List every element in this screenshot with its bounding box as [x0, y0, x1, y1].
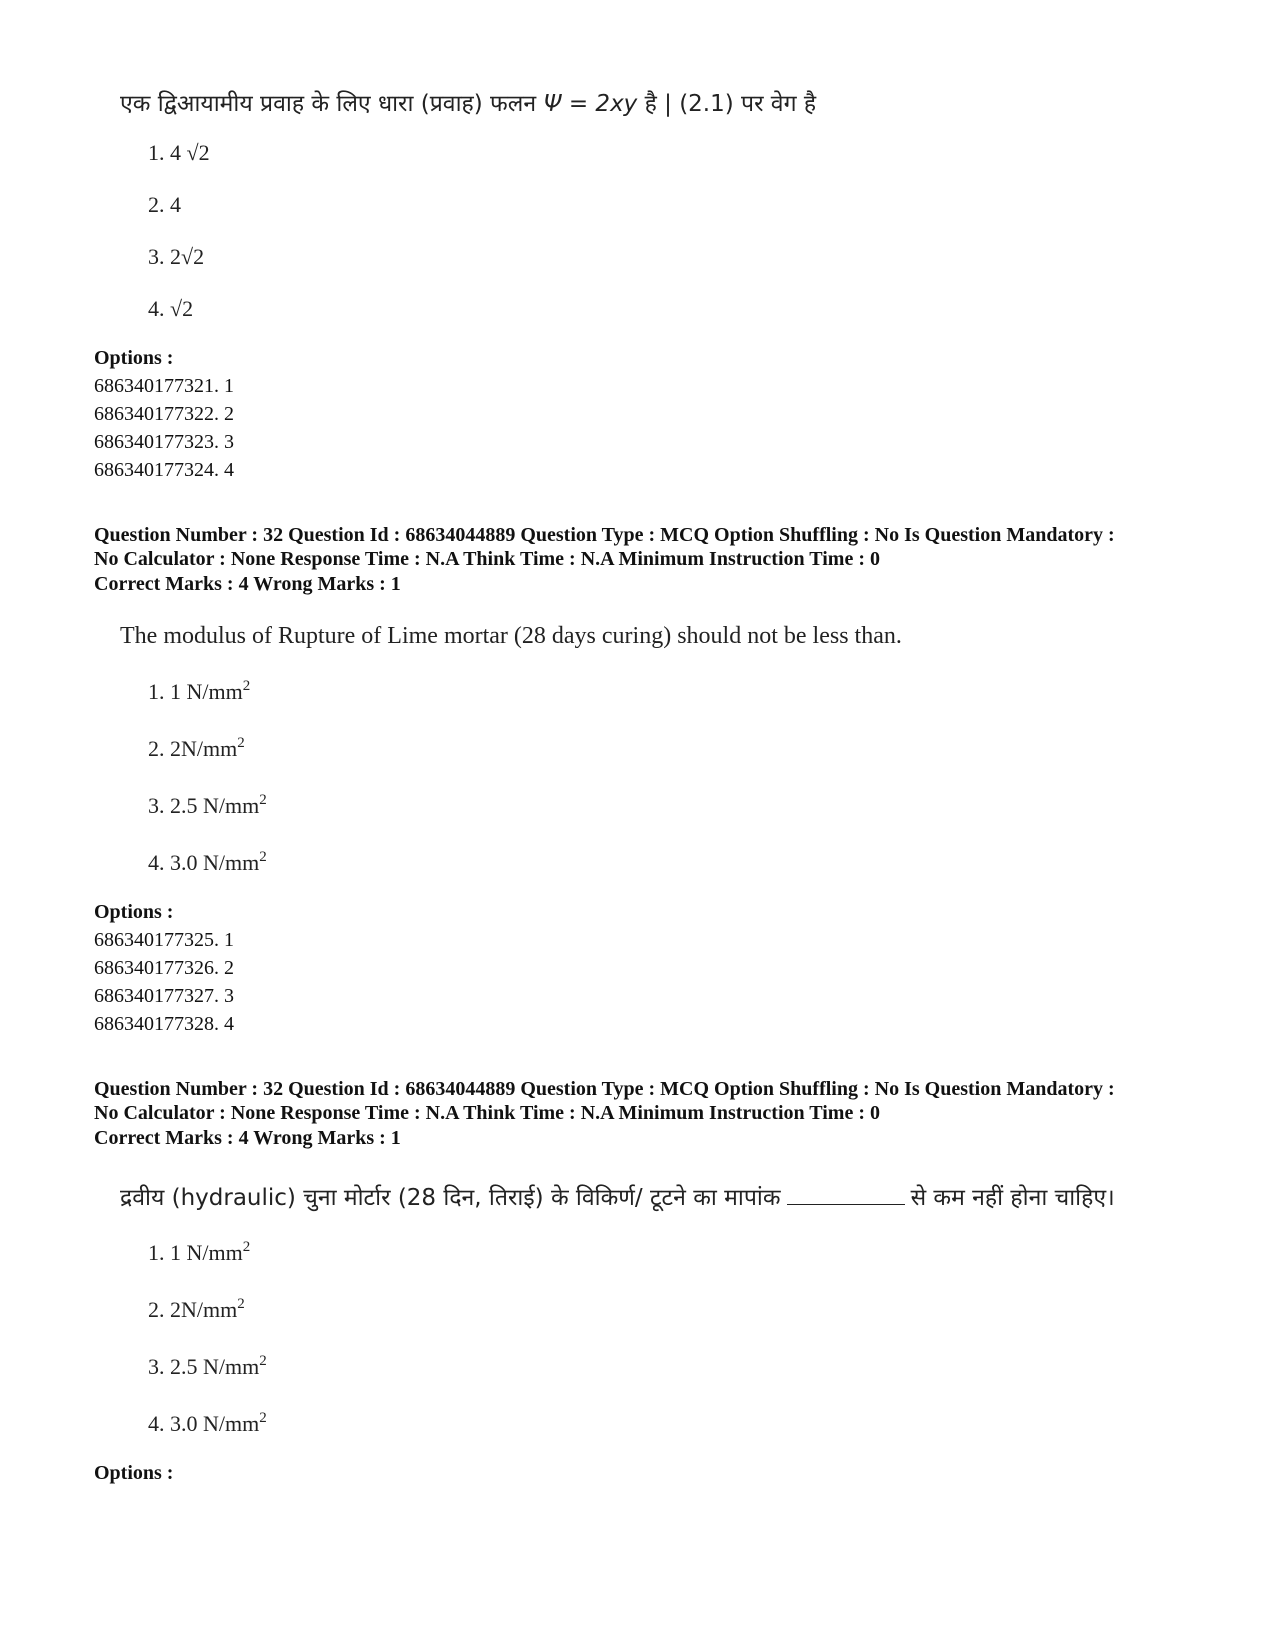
choice-sup: 2 — [259, 1353, 267, 1369]
question-32b-text — [120, 1180, 1115, 1212]
question-32a-option-id-1: 686340177325. 1 — [94, 929, 234, 951]
question-32b-text-pre: द्रवीय (hydraulic) चुना मोर्टार (28 दिन, तिराई) के विकिर्ण/ टूटने का मापांक — [120, 1185, 781, 1211]
question-32a-meta-line2: No Calculator : None Response Time : N.A Think Time : N.A Minimum Instruction Time : 0 — [94, 548, 880, 570]
question-32a-meta-line1: Question Number : 32 Question Id : 68634044889 Question Type : MCQ Option Shuffling : No Is Question Mandatory : — [94, 524, 1115, 546]
question-31-text-pre: एक द्विआयामीय प्रवाह के लिए धारा (प्रवाह) फलन — [120, 91, 544, 117]
choice-sup: 2 — [259, 792, 267, 808]
question-32b-choice-1 — [148, 1240, 250, 1266]
question-31-choice-2: 2. 4 — [148, 192, 181, 217]
question-32a-option-id-2: 686340177326. 2 — [94, 957, 234, 979]
choice-base: 1. 1 N/mm — [148, 1240, 243, 1265]
question-32b-meta-line2: No Calculator : None Response Time : N.A Think Time : N.A Minimum Instruction Time : 0 — [94, 1102, 880, 1124]
question-31-formula: Ψ = 2xy — [543, 91, 638, 117]
question-32b-text-post: से कम नहीं होना चाहिए। — [910, 1185, 1115, 1211]
question-32a-choice-2 — [148, 736, 245, 762]
question-31-option-id-2: 686340177322. 2 — [94, 403, 234, 425]
question-32b-meta — [94, 1077, 1214, 1125]
choice-base: 4. 3.0 N/mm — [148, 1411, 260, 1436]
question-32b-choice-2 — [148, 1297, 245, 1323]
question-31-option-id-3: 686340177323. 3 — [94, 431, 234, 453]
question-32b-choice-4 — [148, 1411, 267, 1437]
question-32a-options-label: Options : — [94, 901, 174, 923]
choice-sup: 2 — [259, 849, 267, 865]
question-32a-choice-4 — [148, 850, 267, 876]
question-31-text — [120, 86, 816, 118]
choice-base: 1. 1 N/mm — [148, 679, 243, 704]
question-31-choice-3: 3. 2√2 — [148, 244, 205, 269]
question-32b-meta-line1: Question Number : 32 Question Id : 68634044889 Question Type : MCQ Option Shuffling : No Is Question Mandatory : — [94, 1078, 1115, 1100]
choice-base: 2. 2N/mm — [148, 736, 238, 761]
choice-sup: 2 — [237, 1296, 245, 1312]
choice-base: 3. 2.5 N/mm — [148, 793, 260, 818]
question-32b-options-label: Options : — [94, 1462, 174, 1484]
choice-sup: 2 — [242, 678, 251, 694]
question-32b-marks: Correct Marks : 4 Wrong Marks : 1 — [94, 1127, 401, 1149]
question-32a-option-id-3: 686340177327. 3 — [94, 985, 234, 1007]
question-32a-meta — [94, 523, 1214, 571]
question-31-choice-4: 4. √2 — [148, 296, 194, 321]
question-31-choice-1: 1. 4 √2 — [148, 140, 210, 165]
question-31-options-label: Options : — [94, 347, 174, 369]
choice-base: 3. 2.5 N/mm — [148, 1354, 260, 1379]
choice-sup: 2 — [242, 1239, 251, 1255]
choice-base: 4. 3.0 N/mm — [148, 850, 260, 875]
question-32a-option-id-4: 686340177328. 4 — [94, 1013, 234, 1035]
choice-sup: 2 — [237, 735, 245, 751]
answer-blank-line — [787, 1186, 905, 1205]
question-32b-choice-3 — [148, 1354, 267, 1380]
question-32a-text: The modulus of Rupture of Lime mortar (28 days curing) should not be less than. — [120, 623, 902, 649]
question-32a-marks: Correct Marks : 4 Wrong Marks : 1 — [94, 573, 401, 595]
choice-base: 2. 2N/mm — [148, 1297, 238, 1322]
question-32a-choice-3 — [148, 793, 267, 819]
question-32a-choice-1 — [148, 679, 250, 705]
question-31-option-id-4: 686340177324. 4 — [94, 459, 234, 481]
choice-sup: 2 — [259, 1410, 267, 1426]
question-31-text-post: है | (2.1) पर वेग है — [637, 91, 817, 117]
question-31-option-id-1: 686340177321. 1 — [94, 375, 234, 397]
